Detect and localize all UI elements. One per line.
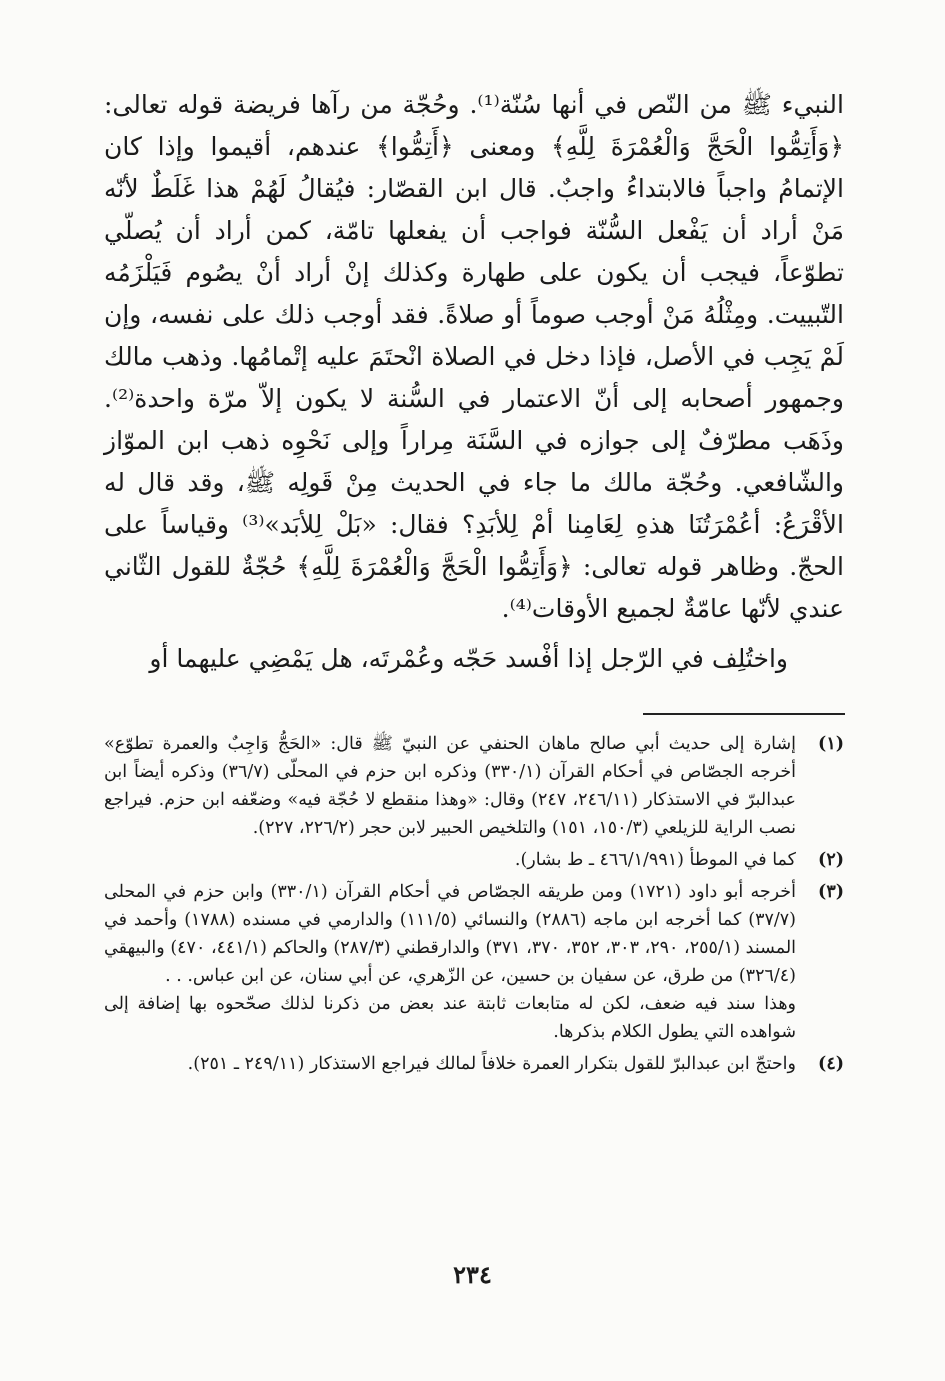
footnote-number: (٤) [818,1054,844,1074]
footnote-number: (٢) [818,850,844,870]
footnote-text: وهذا سند فيه ضعف، لكن له متابعات ثابتة عند بعض من ذكرنا لذلك صحّحوه بها إضافة إلى شواهده التي يطول الكلام بذكرها. [104,994,796,1042]
main-paragraph-2: واختُلِف في الرّجل إذا أفْسد حَجّه وعُمْرتَه، هل يَمْضِي عليهما أو [149,644,788,673]
footnote-body [104,1050,796,1078]
page-number: ٢٣٤ [453,1260,492,1289]
footnote-text: كما في الموطأ (٤٦٦/١/٩٩١ ـ ط بشار). [514,850,796,870]
footnote-number: (١) [818,734,844,754]
main-text [104,84,844,680]
footnotes [104,730,844,1082]
footnote-text: واحتجّ ابن عبدالبرّ للقول بتكرار العمرة خلافاً لمالك فيراجع الاستذكار (٢٤٩/١١ ـ ٢٥١). [187,1054,796,1074]
footnote-number: (٣) [818,882,844,902]
footnote-body [104,730,796,842]
footnote-text: أخرجه أبو داود (١٧٢١) ومن طريقه الجصّاص في أحكام القرآن (٣٣٠/١) وابن حزم في المحلى (٣٧/٧) كما أخرجه ابن ماجه (٢٨٨٦) والنسائي (١١١/٥) والدارمي في مسنده (١٧٨٨) وأحمد في المسند (٢٥٥/١، ٢٩٠، ٣٠٣، ٣٥٢، ٣٧٠، ٣٧١) والدارقطني (٢٨٧/٣) والحاكم (٤٤١/١، ٤٧٠) والبيهقي (٣٢٦/٤) من طرق، عن سفيان بن حسين، عن الزّهري، عن أبي سنان، عن ابن عباس. . . [104,882,797,986]
footnote-4 [104,1050,844,1078]
footnote-text: إشارة إلى حديث أبي صالح ماهان الحنفي عن النبيّ ﷺ قال: «الحَجُّ وَاجِبٌ والعمرة تطوّع» أخرجه الجصّاص في أحكام القرآن (٣٣٠/١) وذكره ابن حزم في المحلّى (٣٦/٧) وذكره أيضاً ابن عبدالبرّ في الاستذكار (٢٤٦/١١، ٢٤٧) وقال: «وهذا منقطع لا حُجّة فيه» وضعّفه ابن حزم. فيراجع نصب الراية للزيلعي (١٥٠/٣، ١٥١) والتلخيص الحبير لابن حجر (٢٢٦/٢، ٢٢٧). [104,734,796,838]
footnote-separator [643,713,845,715]
footnote-1 [104,730,844,842]
footnote-2 [104,846,844,874]
main-paragraph-1: النبيء ﷺ من النّص في أنها سُنّة⁽¹⁾. وحُجّة من رآها فريضة قوله تعالى: ﴿وَأَتِمُّوا الْحَجَّ وَالْعُمْرَةَ لِلَّهِ﴾ ومعنى ﴿أَتِمُّوا﴾ عندهم، أقيموا وإذا كان الإتمامُ واجباً فالابتداءُ واجبٌ. قال ابن القصّار: فيُقالُ لَهُمْ هذا غَلَطٌ لأنّه مَنْ أراد أن يَفْعل السُّنّة فواجب أن يفعلها تامّة، كمن أراد أن يُصلّي تطوّعاً، فيجب أن يكون على طهارة وكذلك إنْ أراد أنْ يصُوم فَيَلْزَمُه التّبييت. ومِثْلُهُ مَنْ أوجب صوماً أو صلاةً. فقد أوجب ذلك على نفسه، وإن لَمْ يَجِب في الأصل، فإذا دخل في الصلاة انْحتَمَ عليه إتْمامُها. وذهب مالك وجمهور أصحابه إلى أنّ الاعتمار في السُّنة لا يكون إلاّ مرّة واحدة⁽²⁾. وذَهَب مطرّفٌ إلى جوازه في السَّنَة مِراراً وإلى نَحْوِه ذهب ابن الموّاز والشّافعي. وحُجّة مالك ما جاء في الحديث مِنْ قَولِه ﷺ، وقد قال له الأقْرَعُ: أعُمْرَتُنَا هذهِ لِعَامِنا أمْ لِلأبَدِ؟ فقال: «بَلْ لِلأبَد»⁽³⁾ وقياساً على الحجّ. وظاهر قوله تعالى: ﴿وَأَتِمُّوا الْحَجَّ وَالْعُمْرَةَ لِلَّهِ﴾ حُجّةٌ للقول الثّاني عندي لأنّها عامّةٌ لجميع الأوقات⁽⁴⁾. [104,90,844,623]
footnote-body [104,846,796,874]
footnote-3 [104,878,844,1046]
footnote-body [104,878,796,1046]
main-text-block [104,84,844,680]
